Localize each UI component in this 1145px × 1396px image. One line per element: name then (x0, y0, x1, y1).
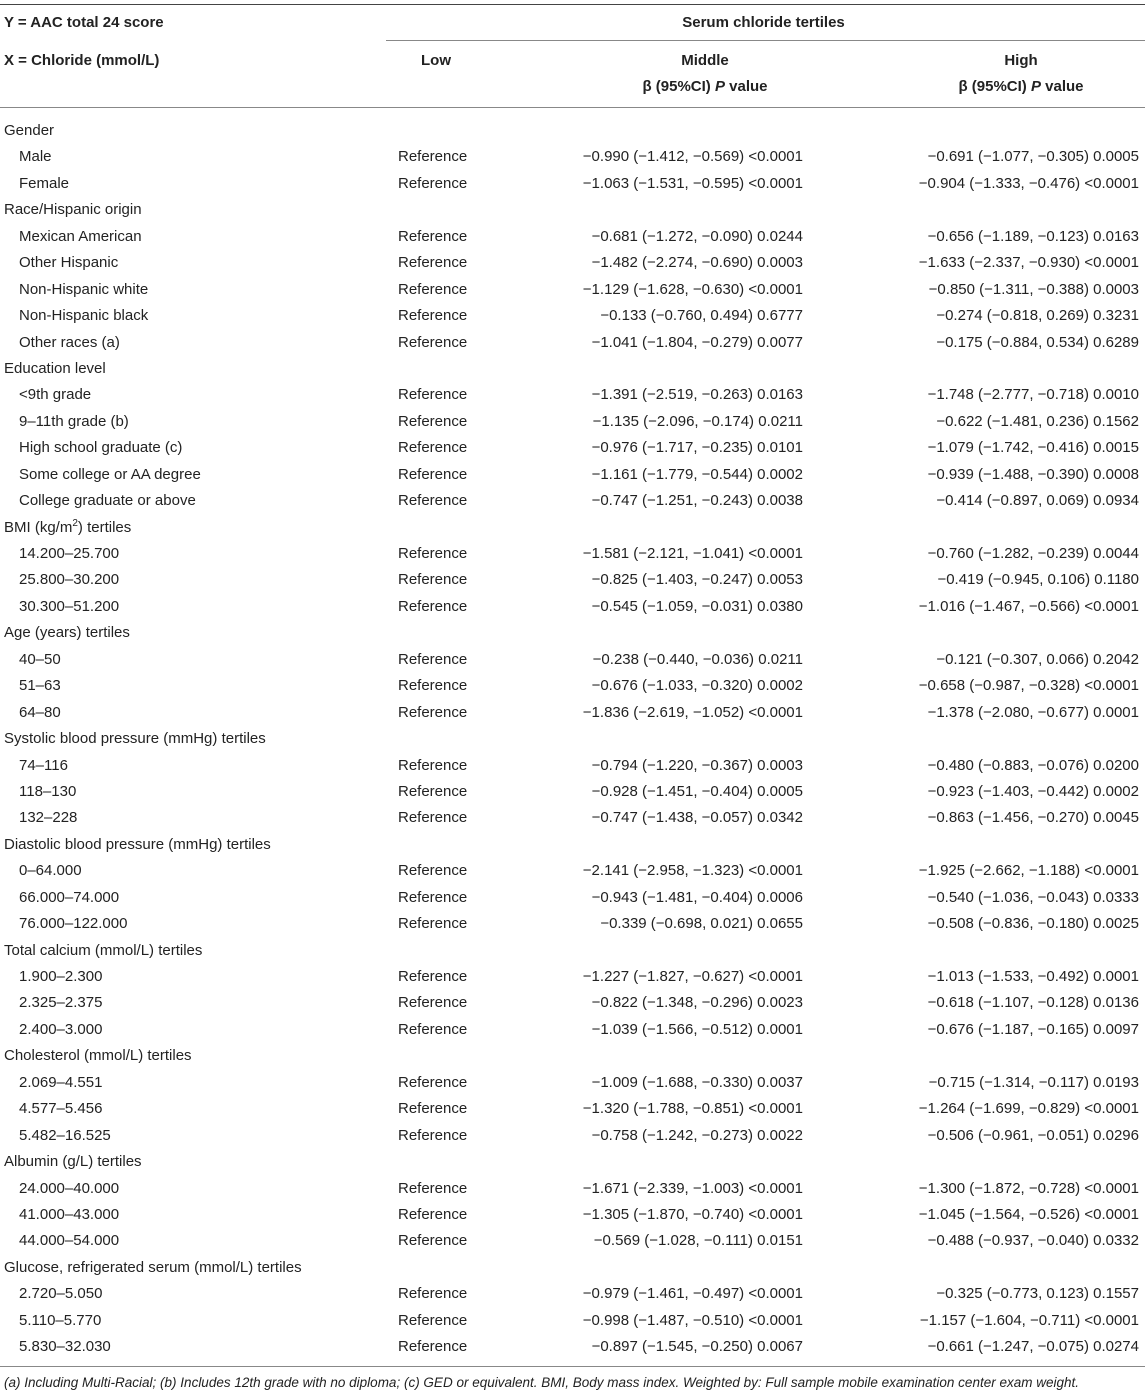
row-label (19, 647, 61, 673)
low-cell: Reference (398, 439, 468, 457)
row-label (19, 488, 196, 514)
table-row (0, 1070, 1145, 1096)
low-cell: Reference (398, 1179, 468, 1197)
row-label-text: 74–116 (19, 756, 68, 774)
table-row (0, 303, 1145, 329)
row-label-text: High school graduate (c) (19, 439, 183, 457)
row-label (4, 832, 271, 858)
table-body (0, 118, 1145, 1361)
row-label (19, 753, 68, 779)
row-label (19, 330, 120, 356)
row-label-text: 66.000–74.000 (19, 888, 120, 906)
middle-cell: −1.227 (−1.827, −0.627) <0.0001 (582, 968, 803, 985)
middle-cell: −1.129 (−1.628, −0.630) <0.0001 (582, 280, 803, 298)
middle-cell: −0.238 (−0.440, −0.036) 0.0211 (592, 650, 803, 668)
middle-cell: −1.836 (−2.619, −1.052) <0.0001 (582, 703, 803, 721)
middle-cell: −0.990 (−1.412, −0.569) <0.0001 (582, 148, 803, 166)
row-label (19, 1334, 111, 1360)
stat-p: P (714, 78, 725, 95)
row-label-text: 118–130 (19, 782, 77, 800)
row-label (19, 171, 69, 197)
middle-cell: −0.133 (−0.760, 0.494) 0.6777 (600, 307, 803, 325)
table-row (0, 1123, 1145, 1149)
table-row (0, 805, 1145, 831)
table-row (0, 858, 1145, 884)
col-header-middle: Middle (681, 52, 729, 69)
row-label (4, 1255, 302, 1281)
high-cell: −0.175 (−0.884, 0.534) 0.6289 (936, 333, 1139, 351)
middle-cell: −1.320 (−1.788, −0.851) <0.0001 (582, 1100, 803, 1118)
low-cell: Reference (398, 280, 468, 298)
row-label (19, 1096, 102, 1122)
row-label-text: Education level (4, 359, 106, 377)
row-label (19, 1176, 119, 1202)
low-cell: Reference (398, 1232, 468, 1250)
high-cell: −1.925 (−2.662, −1.188) <0.0001 (918, 862, 1139, 880)
row-label (19, 277, 148, 303)
row-label (19, 805, 77, 831)
table-row (0, 1228, 1145, 1254)
low-cell: Reference (398, 412, 468, 430)
low-cell: Reference (398, 1020, 468, 1038)
row-label (19, 673, 61, 699)
middle-cell: −0.943 (−1.481, −0.404) 0.0006 (591, 888, 803, 906)
middle-cell: −1.482 (−2.274, −0.690) 0.0003 (591, 254, 803, 272)
high-cell: −0.691 (−1.077, −0.305) 0.0005 (927, 148, 1139, 166)
row-label (19, 144, 52, 170)
middle-cell: −1.161 (−1.779, −0.544) 0.0002 (591, 465, 803, 483)
row-label (19, 462, 201, 488)
high-cell: −0.618 (−1.107, −0.128) 0.0136 (927, 994, 1139, 1012)
row-label-text: Total calcium (mmol/L) tertiles (4, 941, 203, 959)
middle-cell: −0.794 (−1.220, −0.367) 0.0003 (591, 756, 803, 774)
row-label (19, 224, 142, 250)
row-label (19, 990, 102, 1016)
low-cell: Reference (398, 809, 468, 827)
table-row (0, 1096, 1145, 1122)
low-cell: Reference (398, 333, 468, 351)
stat-prefix: β (95%CI) (958, 78, 1031, 95)
row-label (4, 118, 54, 144)
low-cell: Reference (398, 1126, 468, 1144)
table-group-row (0, 197, 1145, 223)
row-label-text: Glucose, refrigerated serum (mmol/L) tertiles (4, 1258, 302, 1276)
row-label-suffix: ) tertiles (77, 518, 132, 536)
low-cell: Reference (398, 1338, 468, 1356)
middle-cell: −0.928 (−1.451, −0.404) 0.0005 (591, 782, 803, 800)
row-label-superscript: 2 (72, 517, 78, 529)
high-cell: −1.264 (−1.699, −0.829) <0.0001 (918, 1100, 1139, 1118)
middle-cell: −0.339 (−0.698, 0.021) 0.0655 (600, 915, 803, 933)
row-label-text: 1.900–2.300 (19, 968, 103, 985)
low-cell: Reference (398, 465, 468, 483)
table-row (0, 779, 1145, 805)
table-group-row (0, 118, 1145, 144)
low-cell: Reference (398, 1205, 468, 1223)
low-cell: Reference (398, 782, 468, 800)
table-row (0, 673, 1145, 699)
row-label-text: 64–80 (19, 703, 61, 721)
low-cell: Reference (398, 254, 468, 272)
row-label (19, 1070, 102, 1096)
table-group-row (0, 1255, 1145, 1281)
high-cell: −1.079 (−1.742, −0.416) 0.0015 (927, 439, 1139, 457)
row-label (19, 541, 119, 567)
high-cell: −1.378 (−2.080, −0.677) 0.0001 (927, 703, 1139, 721)
row-label-text: Cholesterol (mmol/L) tertiles (4, 1047, 192, 1065)
table-group-row (0, 1149, 1145, 1175)
row-label-text: Female (19, 174, 70, 192)
row-label (4, 726, 266, 752)
low-cell: Reference (398, 307, 468, 325)
table-bottom-rule (0, 1366, 1145, 1367)
high-cell: −0.414 (−0.897, 0.069) 0.0934 (936, 492, 1139, 510)
table-row (0, 753, 1145, 779)
row-label (19, 1308, 101, 1334)
row-label (19, 594, 119, 620)
table-group-row (0, 832, 1145, 858)
middle-cell: −0.979 (−1.461, −0.497) <0.0001 (582, 1285, 803, 1303)
middle-cell: −1.135 (−2.096, −0.174) 0.0211 (592, 412, 803, 430)
table-row (0, 488, 1145, 514)
row-label-text: Gender (4, 122, 55, 139)
high-cell: −0.923 (−1.403, −0.442) 0.0002 (927, 782, 1139, 800)
middle-cell: −0.747 (−1.438, −0.057) 0.0342 (591, 809, 803, 827)
row-label-text: Male (19, 148, 52, 166)
table-row (0, 964, 1145, 990)
table-group-row (0, 726, 1145, 752)
table-row (0, 700, 1145, 726)
row-label-text: 41.000–43.000 (19, 1205, 120, 1223)
x-caption: X = Chloride (mmol/L) (4, 52, 160, 69)
high-cell: −1.633 (−2.337, −0.930) <0.0001 (918, 254, 1139, 272)
low-cell: Reference (398, 756, 468, 774)
row-label (19, 1123, 111, 1149)
table-row (0, 567, 1145, 593)
col-header-high-stat (870, 78, 1145, 95)
row-label-text: Mexican American (19, 227, 142, 245)
table-row (0, 1308, 1145, 1334)
table-row (0, 885, 1145, 911)
table-row (0, 462, 1145, 488)
row-label (19, 1017, 102, 1043)
col-header-middle-stat (540, 78, 870, 95)
high-cell: −0.661 (−1.247, −0.075) 0.0274 (927, 1338, 1139, 1356)
high-cell: −0.904 (−1.333, −0.476) <0.0001 (918, 174, 1139, 192)
table-group-row (0, 620, 1145, 646)
middle-cell: −0.758 (−1.242, −0.273) 0.0022 (591, 1126, 803, 1144)
header-bottom-rule (0, 107, 1145, 108)
high-cell: −0.656 (−1.189, −0.123) 0.0163 (927, 227, 1139, 245)
low-cell: Reference (398, 1073, 468, 1091)
table-row (0, 541, 1145, 567)
row-label (19, 700, 61, 726)
row-label (4, 938, 202, 964)
middle-cell: −0.998 (−1.487, −0.510) <0.0001 (582, 1311, 803, 1329)
row-label-text: Diastolic blood pressure (mmHg) tertiles (4, 835, 271, 853)
stat-suffix: value (1041, 78, 1084, 95)
tertiles-span-header: Serum chloride tertiles (682, 14, 845, 31)
high-cell: −1.300 (−1.872, −0.728) <0.0001 (918, 1179, 1139, 1197)
low-cell: Reference (398, 1285, 468, 1303)
row-label-text: Non-Hispanic white (19, 280, 149, 298)
middle-cell: −0.681 (−1.272, −0.090) 0.0244 (591, 227, 803, 245)
table-group-row (0, 1043, 1145, 1069)
stat-prefix: β (95%CI) (642, 78, 715, 95)
middle-cell: −0.747 (−1.251, −0.243) 0.0038 (591, 492, 803, 510)
high-cell: −1.013 (−1.533, −0.492) 0.0001 (927, 968, 1139, 985)
low-cell: Reference (398, 545, 468, 562)
high-cell: −1.016 (−1.467, −0.566) <0.0001 (918, 597, 1139, 615)
row-label-text: 2.400–3.000 (19, 1020, 103, 1038)
high-cell: −0.121 (−0.307, 0.066) 0.2042 (936, 650, 1139, 668)
table-row (0, 224, 1145, 250)
low-cell: Reference (398, 227, 468, 245)
high-cell: −0.540 (−1.036, −0.043) 0.0333 (927, 888, 1139, 906)
stat-suffix: value (725, 78, 768, 95)
row-label-text: BMI (kg/m (4, 518, 73, 536)
low-cell: Reference (398, 650, 468, 668)
row-label-text: 5.830–32.030 (19, 1338, 111, 1356)
row-label (4, 620, 130, 646)
middle-cell: −0.822 (−1.348, −0.296) 0.0023 (591, 994, 803, 1012)
row-label (4, 197, 142, 223)
row-label (19, 779, 76, 805)
high-cell: −1.748 (−2.777, −0.718) 0.0010 (927, 386, 1139, 404)
low-cell: Reference (398, 148, 468, 166)
table-row (0, 250, 1145, 276)
row-label-text: 51–63 (19, 677, 61, 695)
high-cell: −1.157 (−1.604, −0.711) <0.0001 (919, 1311, 1139, 1329)
table-group-row (0, 515, 1145, 541)
middle-cell: −2.141 (−2.958, −1.323) <0.0001 (582, 862, 803, 880)
row-label-text: Systolic blood pressure (mmHg) tertiles (4, 730, 266, 748)
middle-cell: −1.671 (−2.339, −1.003) <0.0001 (582, 1179, 803, 1197)
middle-cell: −0.569 (−1.028, −0.111) 0.0151 (593, 1232, 803, 1250)
row-label-text: 4.577–5.456 (19, 1100, 103, 1118)
middle-cell: −0.676 (−1.033, −0.320) 0.0002 (591, 677, 803, 695)
table-row (0, 435, 1145, 461)
row-label-text: Albumin (g/L) tertiles (4, 1153, 142, 1171)
table-row (0, 171, 1145, 197)
row-label (19, 964, 102, 990)
table-row (0, 1334, 1145, 1360)
low-cell: Reference (398, 968, 468, 985)
table-row (0, 647, 1145, 673)
high-cell: −0.419 (−0.945, 0.106) 0.1180 (937, 571, 1139, 589)
row-label (4, 515, 131, 541)
middle-cell: −1.391 (−2.519, −0.263) 0.0163 (591, 386, 803, 404)
low-cell: Reference (398, 677, 468, 695)
low-cell: Reference (398, 703, 468, 721)
row-label-text: 30.300–51.200 (19, 597, 120, 615)
row-label-text: 5.110–5.770 (19, 1311, 102, 1329)
table-group-row (0, 938, 1145, 964)
high-cell: −0.760 (−1.282, −0.239) 0.0044 (927, 545, 1139, 562)
low-cell: Reference (398, 386, 468, 404)
row-label-text: Other races (a) (19, 333, 120, 351)
low-cell: Reference (398, 915, 468, 933)
high-cell: −1.045 (−1.564, −0.526) <0.0001 (918, 1205, 1139, 1223)
row-label-text: 76.000–122.000 (19, 915, 128, 933)
row-label-text: 2.720–5.050 (19, 1285, 103, 1303)
row-label (19, 885, 119, 911)
row-label-text: Non-Hispanic black (19, 307, 149, 325)
table-row (0, 330, 1145, 356)
row-label-text: 9–11th grade (b) (19, 412, 129, 430)
table-row (0, 990, 1145, 1016)
middle-cell: −1.039 (−1.566, −0.512) 0.0001 (591, 1020, 803, 1038)
row-label (19, 911, 127, 937)
table-group-row (0, 356, 1145, 382)
low-cell: Reference (398, 994, 468, 1012)
table-row (0, 1176, 1145, 1202)
row-label (19, 567, 119, 593)
row-label (19, 409, 129, 435)
row-label-text: 14.200–25.700 (19, 545, 120, 562)
table-row (0, 1017, 1145, 1043)
row-label-text: 24.000–40.000 (19, 1179, 120, 1197)
middle-cell: −1.063 (−1.531, −0.595) <0.0001 (582, 174, 803, 192)
table-header (0, 0, 1145, 108)
y-caption: Y = AAC total 24 score (4, 14, 164, 31)
low-cell: Reference (398, 1100, 468, 1118)
low-cell: Reference (398, 571, 468, 589)
middle-cell: −1.305 (−1.870, −0.740) <0.0001 (582, 1205, 803, 1223)
row-label (19, 1281, 102, 1307)
row-label (19, 382, 91, 408)
table-row (0, 1202, 1145, 1228)
high-cell: −0.325 (−0.773, 0.123) 0.1557 (936, 1285, 1139, 1303)
table-row (0, 409, 1145, 435)
row-label (19, 250, 118, 276)
row-label-text: Race/Hispanic origin (4, 201, 142, 219)
middle-cell: −0.825 (−1.403, −0.247) 0.0053 (591, 571, 803, 589)
high-cell: −0.506 (−0.961, −0.051) 0.0296 (927, 1126, 1139, 1144)
high-cell: −0.480 (−0.883, −0.076) 0.0200 (927, 756, 1139, 774)
table-row (0, 594, 1145, 620)
row-label (19, 303, 148, 329)
row-label-text: 40–50 (19, 650, 61, 668)
high-cell: −0.274 (−0.818, 0.269) 0.3231 (936, 307, 1139, 325)
low-cell: Reference (398, 597, 468, 615)
col-header-low: Low (421, 52, 451, 69)
middle-cell: −0.897 (−1.545, −0.250) 0.0067 (591, 1338, 803, 1356)
col-header-high: High (1004, 52, 1038, 69)
row-label (19, 858, 82, 884)
row-label-text: 132–228 (19, 809, 78, 827)
table-row (0, 1281, 1145, 1307)
middle-cell: −0.976 (−1.717, −0.235) 0.0101 (591, 439, 803, 457)
middle-cell: −0.545 (−1.059, −0.031) 0.0380 (591, 597, 803, 615)
row-label-text: College graduate or above (19, 492, 196, 510)
table-row (0, 911, 1145, 937)
middle-cell: −1.041 (−1.804, −0.279) 0.0077 (591, 333, 803, 351)
stat-p: P (1030, 78, 1041, 95)
row-label-text: 25.800–30.200 (19, 571, 120, 589)
middle-cell: −1.581 (−2.121, −1.041) <0.0001 (582, 545, 803, 562)
row-label-text: 2.325–2.375 (19, 994, 103, 1012)
middle-cell: −1.009 (−1.688, −0.330) 0.0037 (591, 1073, 803, 1091)
row-label-text: Age (years) tertiles (4, 624, 130, 642)
high-cell: −0.676 (−1.187, −0.165) 0.0097 (927, 1020, 1139, 1038)
low-cell: Reference (398, 174, 468, 192)
row-label (19, 1202, 119, 1228)
table-row (0, 382, 1145, 408)
low-cell: Reference (398, 888, 468, 906)
row-label-text: <9th grade (19, 386, 92, 404)
row-label (19, 1228, 119, 1254)
high-cell: −0.715 (−1.314, −0.117) 0.0193 (928, 1073, 1139, 1091)
high-cell: −0.863 (−1.456, −0.270) 0.0045 (927, 809, 1139, 827)
low-cell: Reference (398, 492, 468, 510)
high-cell: −0.622 (−1.481, 0.236) 0.1562 (936, 412, 1139, 430)
high-cell: −0.488 (−0.937, −0.040) 0.0332 (927, 1232, 1139, 1250)
row-label (19, 435, 182, 461)
table-row (0, 144, 1145, 170)
row-label (4, 1149, 142, 1175)
high-cell: −0.508 (−0.836, −0.180) 0.0025 (927, 915, 1139, 933)
row-label-text: Other Hispanic (19, 254, 119, 272)
row-label-text: 0–64.000 (19, 862, 82, 880)
row-label-text: Some college or AA degree (19, 465, 201, 483)
row-label-text: 5.482–16.525 (19, 1126, 111, 1144)
row-label (4, 1043, 192, 1069)
high-cell: −0.850 (−1.311, −0.388) 0.0003 (928, 280, 1139, 298)
row-label-text: 44.000–54.000 (19, 1232, 120, 1250)
table-footnote: (a) Including Multi-Racial; (b) Includes 12th grade with no diploma; (c) GED or equivalent. BMI, Body mass index. Weighted by: Full sample mobile examination center exam weight. (4, 1375, 1079, 1390)
high-cell: −0.658 (−0.987, −0.328) <0.0001 (918, 677, 1139, 695)
row-label-text: 2.069–4.551 (19, 1073, 103, 1091)
low-cell: Reference (398, 1311, 468, 1329)
low-cell: Reference (398, 862, 468, 880)
row-label (4, 356, 106, 382)
high-cell: −0.939 (−1.488, −0.390) 0.0008 (927, 465, 1139, 483)
table-row (0, 277, 1145, 303)
span-header-rule (386, 40, 1145, 41)
